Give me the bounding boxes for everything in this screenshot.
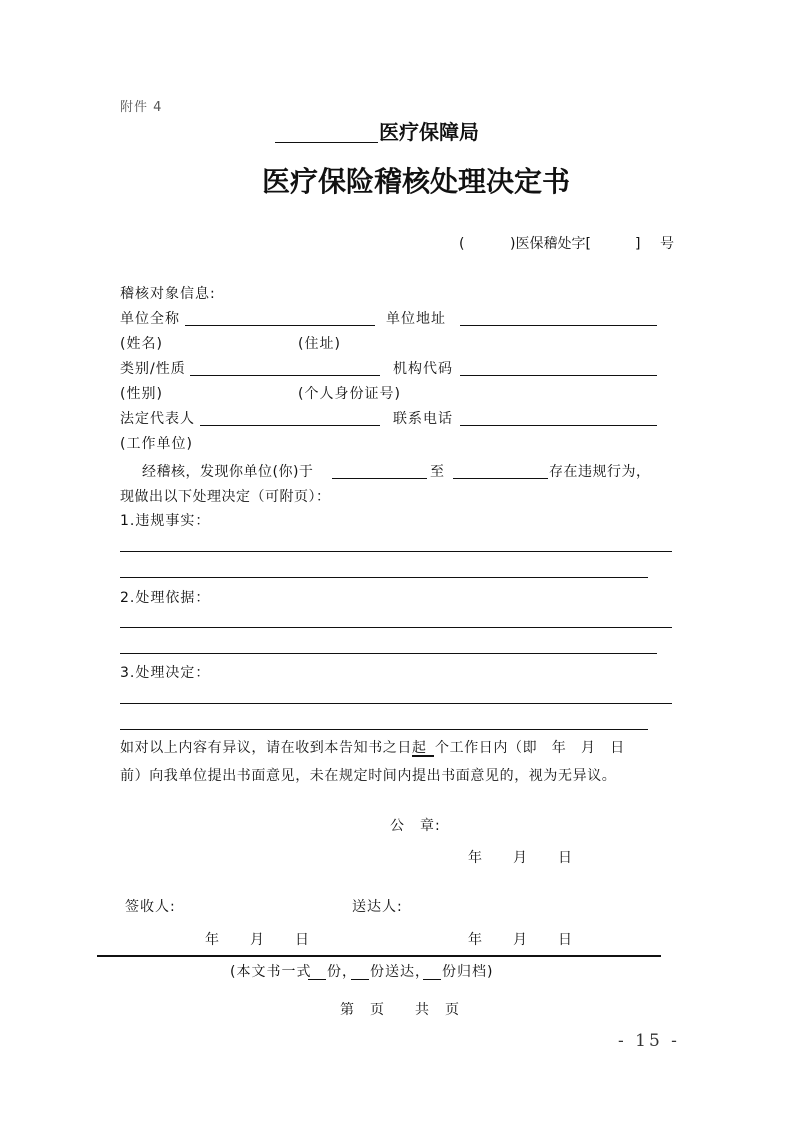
copies-c: 份送达， xyxy=(370,964,430,980)
page-info: 第 页 共 页 xyxy=(340,1002,460,1018)
copies-b: 份， xyxy=(327,964,357,980)
org-code-label: 机构代码 xyxy=(393,361,453,377)
copies-archived-field[interactable] xyxy=(423,979,441,980)
id-alt-label: (个人身份证号) xyxy=(298,386,401,402)
violation-facts-line[interactable] xyxy=(120,577,648,578)
seal-date: 年 月 日 xyxy=(468,850,573,866)
copies-a: (本文书一式 xyxy=(230,964,312,980)
attachment-label: 附件 4 xyxy=(120,100,163,115)
doc-number-middle: )医保稽处字[ xyxy=(510,236,591,252)
signee-date: 年 月 日 xyxy=(205,932,310,948)
finding-line2: 现做出以下处理决定（可附页）： xyxy=(120,489,331,505)
decision-line[interactable] xyxy=(120,729,648,730)
category-label: 类别/性质 xyxy=(120,361,186,377)
basis-line[interactable] xyxy=(120,653,657,654)
legal-rep-label: 法定代表人 xyxy=(120,411,195,427)
unit-address-field[interactable] xyxy=(460,325,657,326)
workplace-alt-label: (工作单位) xyxy=(120,436,193,452)
legal-rep-field[interactable] xyxy=(200,425,380,426)
objection-line2: 前）向我单位提出书面意见，未在规定时间内提出书面意见的，视为无异议。 xyxy=(120,768,617,784)
finding-to: 至 xyxy=(430,464,445,480)
copies-delivered-field[interactable] xyxy=(351,979,369,980)
objection-line1b: 个工作日内（即 年 月 日 xyxy=(435,740,625,756)
page-number: - 15 - xyxy=(618,1031,680,1051)
finding-suffix: 存在违规行为， xyxy=(549,464,651,480)
section-violation-facts: 1.违规事实： xyxy=(120,513,211,529)
doc-number-open: ( xyxy=(459,236,466,252)
phone-label: 联系电话 xyxy=(393,411,453,427)
bureau-suffix: 医疗保障局 xyxy=(379,120,479,144)
phone-field[interactable] xyxy=(460,425,657,426)
workdays-field[interactable] xyxy=(412,755,434,757)
section-basis: 2.处理依据： xyxy=(120,590,211,606)
decision-line[interactable] xyxy=(120,703,672,704)
copies-d: 份归档) xyxy=(442,964,494,980)
signee-label: 签收人: xyxy=(125,899,176,915)
section-decision: 3.处理决定： xyxy=(120,665,211,681)
subject-info-heading: 稽核对象信息: xyxy=(120,286,216,302)
unit-name-label: 单位全称 xyxy=(120,311,180,327)
unit-name-field[interactable] xyxy=(185,325,375,326)
end-date-field[interactable] xyxy=(453,478,548,479)
copies-total-field[interactable] xyxy=(308,979,326,980)
seal-label: 公 章: xyxy=(390,818,441,834)
doc-number-suffix: 号 xyxy=(660,236,675,252)
footer-divider xyxy=(97,955,661,957)
unit-address-label: 单位地址 xyxy=(386,311,446,327)
category-field[interactable] xyxy=(190,375,380,376)
address-alt-label: (住址) xyxy=(298,336,341,352)
deliverer-date: 年 月 日 xyxy=(468,932,573,948)
name-alt-label: (姓名) xyxy=(120,336,163,352)
org-code-field[interactable] xyxy=(460,375,657,376)
document-title: 医疗保险稽核处理决定书 xyxy=(262,165,571,198)
gender-alt-label: (性别) xyxy=(120,386,163,402)
start-date-field[interactable] xyxy=(332,478,427,479)
bureau-name-blank xyxy=(275,142,378,143)
doc-number-close: ] xyxy=(635,236,642,252)
deliverer-label: 送达人: xyxy=(352,899,403,915)
basis-line[interactable] xyxy=(120,627,672,628)
violation-facts-line[interactable] xyxy=(120,551,672,552)
finding-prefix: 经稽核，发现你单位(你)于 xyxy=(142,464,314,480)
objection-line1a: 如对以上内容有异议，请在收到本告知书之日起 xyxy=(120,740,427,756)
